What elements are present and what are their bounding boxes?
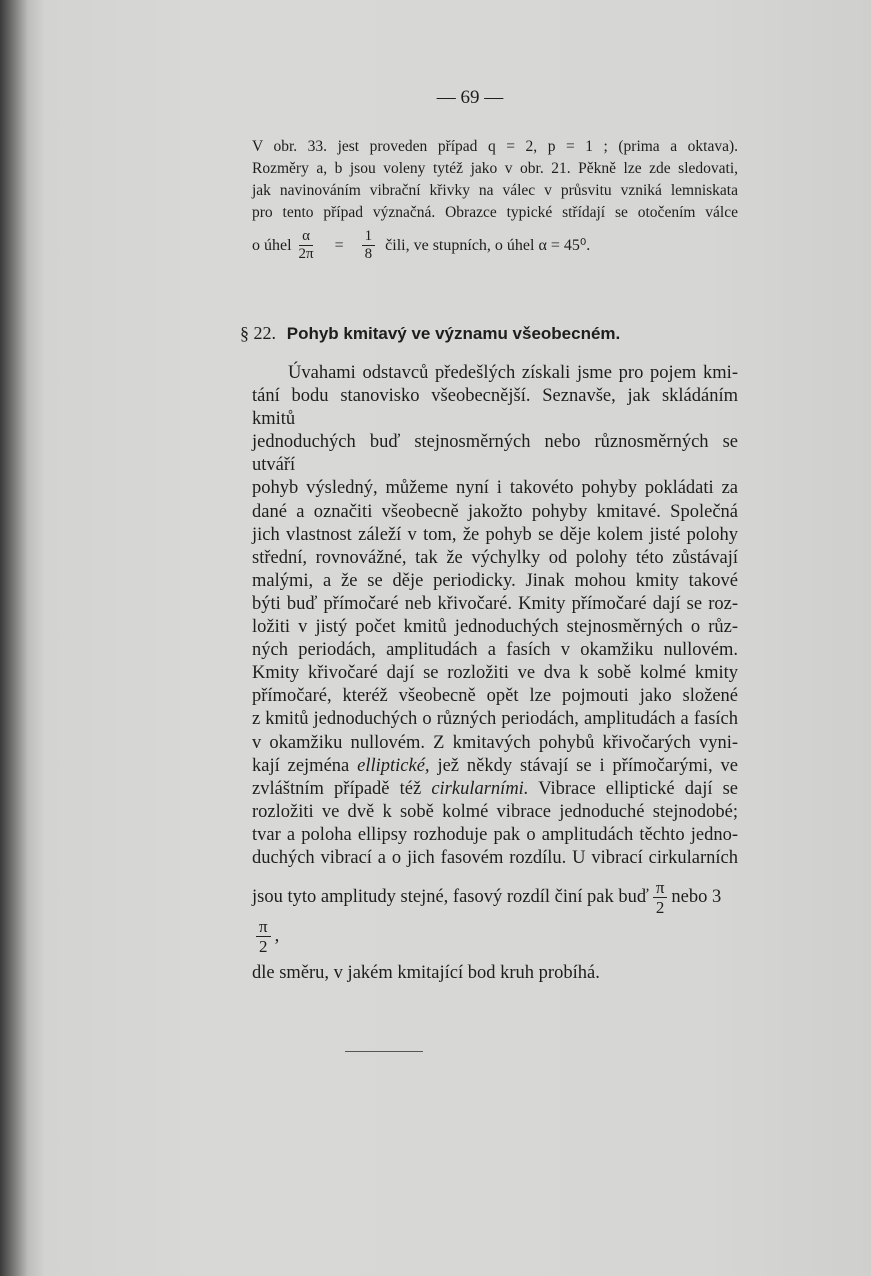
section-heading [240, 321, 738, 346]
formula-prefix: o úhel [252, 236, 292, 254]
body-line: ných periodách, amplitudách a fasích v okamžiku nullovém. [252, 640, 738, 661]
body-line: jednoduchých buď stejnosměrných nebo různosměrných se utváří [252, 432, 738, 476]
body-line: Kmity křivočaré dají se rozložiti ve dva k sobě kolmé kmity [252, 663, 738, 684]
body-line: přímočaré, kteréž všeobecně opět lze pojmouti jako složené [252, 686, 738, 707]
emphasis-elliptic: elliptické, [357, 755, 430, 776]
frac-den: 2π [298, 246, 314, 262]
intro-paragraph [252, 136, 738, 224]
fraction-pi-2 [256, 917, 271, 956]
body-line: v okamžiku nullovém. Z kmitavých pohybů křivočarých vyni- [252, 732, 738, 753]
fraction-1-8 [362, 228, 376, 263]
text: , [274, 926, 280, 947]
text: Vibrace elliptické dají se [538, 778, 739, 799]
equals-sign: = [334, 236, 344, 254]
text: jež někdy stávají se i přímočarými, ve [437, 755, 738, 776]
body-line [252, 778, 738, 801]
frac-den: 2 [655, 898, 665, 918]
body-line: tání bodu stanovisko všeobecnější. Seznavše, jak skládáním kmitů [252, 386, 738, 430]
body-line: rozložiti ve dvě k sobě kolmé vibrace jednoduché stejnodobé; [252, 801, 738, 822]
frac-num: π [653, 878, 668, 898]
body-line: tvar a poloha ellipsy rozhoduje pak o amplitudách těchto jedno- [252, 824, 738, 845]
frac-num: 1 [362, 228, 376, 246]
body-paragraph [252, 362, 738, 870]
text: nebo 3 [671, 887, 722, 908]
section-divider [345, 1051, 423, 1052]
body-last-line [252, 962, 738, 985]
section-number: § 22. [240, 323, 276, 343]
intro-line: Rozměry a, b jsou voleny tytéž jako v obr. 21. Pěkně lze zde sledovati, [252, 160, 738, 177]
emphasis-circular: cirkularními. [431, 778, 529, 799]
text: kají zejména [252, 755, 350, 776]
intro-line: pro tento případ význačná. Obrazce typické střídají se otočením válce [252, 204, 738, 221]
body-line: ložiti v jistý počet kmitů jednoduchých stejnosměrných o růz- [252, 617, 738, 638]
intro-line: V obr. 33. jest proveden případ q = 2, p = 1 ; (prima a oktava). [252, 138, 738, 155]
text: jsou tyto amplitudy stejné, fasový rozdíl činí pak buď [252, 887, 649, 908]
text: zvláštním případě též [252, 778, 422, 799]
book-page [240, 86, 739, 1052]
page-number: — 69 — [436, 87, 504, 108]
body-line [252, 755, 738, 778]
body-line: duchých vibrací a o jich fasovém rozdílu. U vibrací cirkularních [252, 847, 738, 868]
frac-num: α [299, 228, 313, 246]
body-line: jich vlastnost záleží v tom, že pohyb se děje kolem jisté polohy [252, 524, 738, 545]
body-line: z kmitů jednoduchých o různých periodách, amplitudách a fasích [252, 709, 738, 730]
formula-suffix: čili, ve stupních, o úhel α = 45⁰. [385, 236, 591, 254]
section-title: Pohyb kmitavý ve významu všeobecném. [286, 324, 621, 343]
frac-num: π [256, 917, 271, 937]
body-line: malými, a že se děje periodicky. Jinak mohou kmity takové [252, 570, 738, 591]
frac-den: 2 [259, 937, 268, 957]
intro-formula [252, 228, 738, 263]
intro-line: jak navinováním vibrační křivky na válec v průsvitu vzniká lemniskata [252, 182, 738, 199]
body-line: dané a označiti všeobecně jakožto pohyby kmitavé. Společná [252, 501, 738, 522]
body-line: Úvahami odstavců předešlých získali jsme pro pojem kmi- [288, 363, 738, 383]
body-line: býti buď přímočaré neb křivočaré. Kmity přímočaré dají se roz- [252, 593, 738, 614]
fraction-pi-2 [653, 878, 668, 917]
body-formula-line [252, 878, 738, 956]
text: dle směru, v jakém kmitající bod kruh probíhá. [252, 963, 600, 984]
fraction-alpha-2pi [296, 228, 317, 263]
body-line: střední, rovnovážné, tak že výchylky od polohy této zůstávají [252, 547, 738, 568]
frac-den: 8 [364, 246, 373, 262]
body-line: pohyb výsledný, můžeme nyní i takovéto pohyby pokládati za [252, 478, 738, 499]
